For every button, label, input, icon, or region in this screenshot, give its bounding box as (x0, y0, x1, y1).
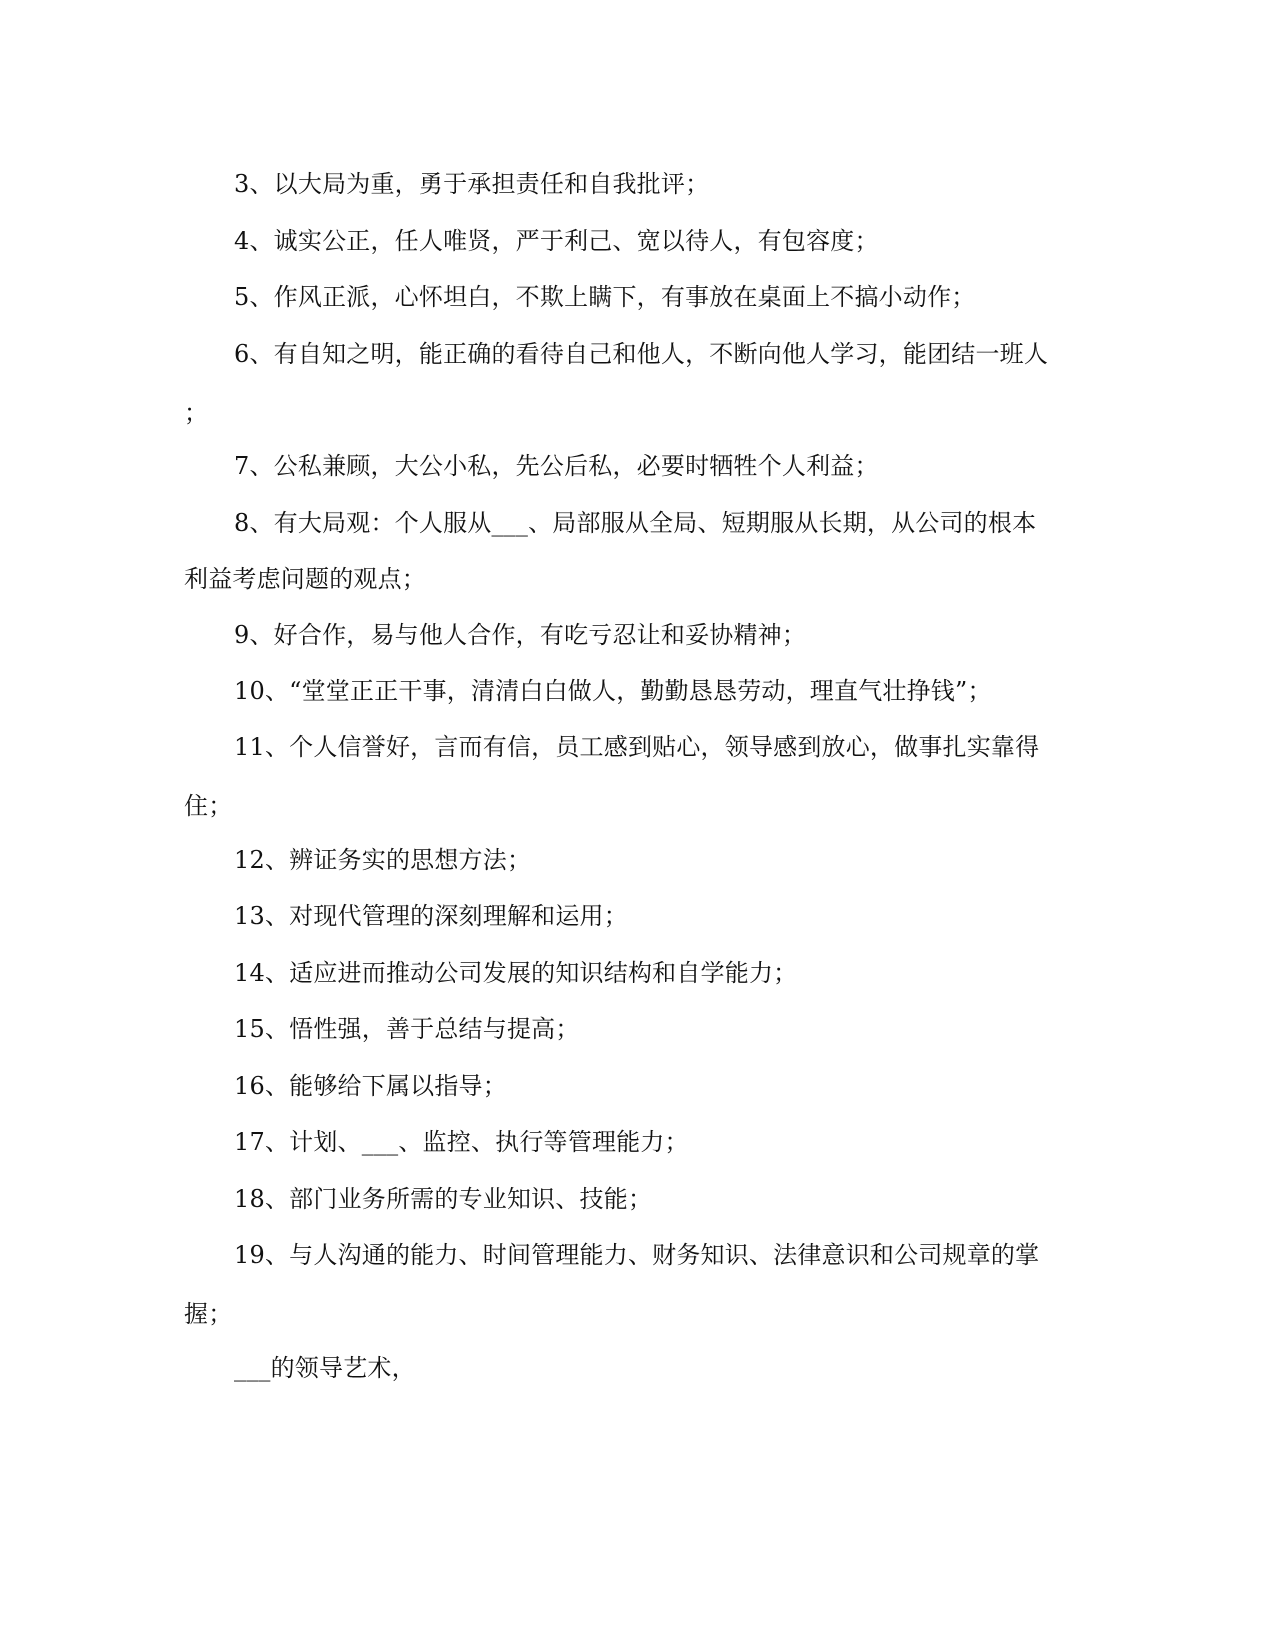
paragraph-item-4 (184, 212, 1064, 271)
paragraph-line: ； (184, 399, 209, 427)
paragraph-item-11 (184, 718, 1064, 836)
paragraph-line: 18、部门业务所需的专业知识、技能； (234, 1185, 653, 1213)
paragraph-item-9 (184, 606, 1064, 665)
paragraph-line: 6、有自知之明，能正确的看待自己和他人，不断向他人学习，能团结一班人 (234, 340, 1049, 368)
paragraph-item-13 (184, 887, 1064, 946)
paragraph-line: 13、对现代管理的深刻理解和运用； (234, 902, 628, 930)
paragraph-line: 14、适应进而推动公司发展的知识结构和自学能力； (234, 959, 798, 987)
paragraph-item-12 (184, 831, 1064, 890)
paragraph-item-16 (184, 1057, 1064, 1116)
paragraph-line: 3、以大局为重，勇于承担责任和自我批评； (234, 170, 710, 198)
paragraph-item-5 (184, 268, 1064, 327)
paragraph-item-10 (184, 662, 1064, 721)
paragraph-item-3 (184, 155, 1064, 214)
paragraph-item-19 (184, 1226, 1064, 1344)
paragraph-line: 5、作风正派，心怀坦白，不欺上瞒下，有事放在桌面上不搞小动作； (234, 283, 976, 311)
paragraph-line: 10、“堂堂正正干事，清清白白做人，勤勤恳恳劳动，理直气壮挣钱”； (234, 677, 992, 705)
paragraph-item-6 (184, 325, 1064, 443)
paragraph-line: 8、有大局观：个人服从___、局部服从全局、短期服从长期，从公司的根本 (234, 509, 1037, 537)
paragraph-item-20 (184, 1339, 1064, 1398)
paragraph-item-8 (184, 494, 1064, 609)
paragraph-line: 7、公私兼顾，大公小私，先公后私，必要时牺牲个人利益； (234, 452, 879, 480)
paragraph-line: 12、辨证务实的思想方法； (234, 846, 532, 874)
paragraph-line: 19、与人沟通的能力、时间管理能力、财务知识、法律意识和公司规章的掌 (234, 1241, 1040, 1269)
paragraph-line: 15、悟性强，善于总结与提高； (234, 1015, 580, 1043)
paragraph-line: ___的领导艺术， (234, 1354, 416, 1382)
paragraph-item-17 (184, 1113, 1064, 1172)
paragraph-line: 利益考虑问题的观点； (184, 565, 426, 593)
paragraph-item-15 (184, 1000, 1064, 1059)
paragraph-line: 握； (184, 1300, 233, 1328)
paragraph-line: 17、计划、___、监控、执行等管理能力； (234, 1128, 689, 1156)
paragraph-line: 9、好合作，易与他人合作，有吃亏忍让和妥协精神； (234, 621, 807, 649)
paragraph-item-7 (184, 437, 1064, 496)
paragraph-line: 4、诚实公正，任人唯贤，严于利己、宽以待人，有包容度； (234, 227, 879, 255)
paragraph-line: 16、能够给下属以指导； (234, 1072, 507, 1100)
paragraph-item-14 (184, 944, 1064, 1003)
paragraph-line: 住； (184, 792, 233, 820)
paragraph-line: 11、个人信誉好，言而有信，员工感到贴心，领导感到放心，做事扎实靠得 (234, 733, 1040, 761)
paragraph-item-18 (184, 1170, 1064, 1229)
